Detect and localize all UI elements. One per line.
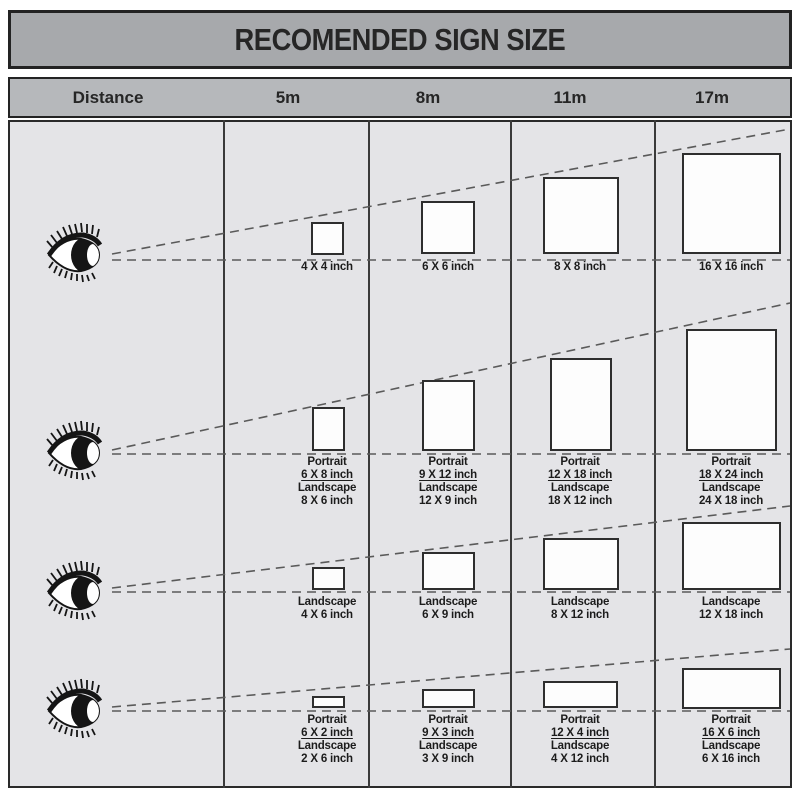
sign-rect	[422, 380, 475, 451]
portrait-size-text: 9 X 3 inch	[422, 727, 474, 739]
portrait-text: Portrait	[428, 456, 468, 468]
sign-rect	[686, 329, 777, 451]
landscape-size-text: 4 X 12 inch	[551, 753, 609, 765]
sign-size-label	[373, 596, 523, 622]
landscape-text: Landscape	[550, 482, 610, 494]
sign-rect	[682, 153, 781, 254]
landscape-text: Landscape	[297, 482, 357, 494]
sign-rect	[543, 538, 619, 590]
header-17m: 17m	[694, 87, 730, 107]
portrait-size-text: 12 X 18 inch	[547, 469, 613, 481]
landscape-text: Landscape	[418, 482, 478, 494]
eye-icon	[45, 677, 103, 739]
title-bar	[8, 10, 792, 69]
sign-size-label	[656, 714, 800, 766]
sign-rect	[312, 696, 345, 708]
sign-rect	[422, 552, 475, 590]
portrait-text: Portrait	[711, 714, 751, 726]
portrait-size-text: 9 X 12 inch	[419, 469, 477, 481]
landscape-size-text: 8 X 12 inch	[551, 609, 609, 621]
landscape-text: Landscape	[550, 596, 610, 608]
portrait-text: Portrait	[428, 714, 468, 726]
landscape-size-text: 18 X 12 inch	[547, 495, 613, 507]
eye-icon	[45, 419, 103, 481]
sign-rect	[422, 689, 475, 708]
header-5m: 5m	[275, 87, 301, 107]
sign-size-label	[373, 456, 523, 508]
portrait-size-text: 12 X 4 inch	[551, 727, 609, 739]
column-divider-1	[223, 120, 225, 788]
sign-size-label	[656, 261, 800, 274]
landscape-text: Landscape	[701, 482, 761, 494]
portrait-size-text: 6 X 8 inch	[301, 469, 353, 481]
sign-rect	[682, 522, 781, 590]
sign-size-label	[505, 456, 655, 508]
landscape-text: Landscape	[550, 740, 610, 752]
landscape-text: Landscape	[418, 596, 478, 608]
landscape-size-text: 2 X 6 inch	[301, 753, 353, 765]
landscape-size-text: 12 X 18 inch	[698, 609, 764, 621]
eye-icon	[45, 221, 103, 283]
table-area	[8, 120, 792, 788]
landscape-text: Landscape	[418, 740, 478, 752]
sign-size-label	[373, 261, 523, 274]
landscape-size-text: 3 X 9 inch	[422, 753, 474, 765]
landscape-size-text: 8 X 6 inch	[301, 495, 353, 507]
landscape-size-text: 6 X 16 inch	[702, 753, 760, 765]
portrait-size-text: 18 X 24 inch	[698, 469, 764, 481]
sign-size-label	[505, 714, 655, 766]
eye-icon	[45, 559, 103, 621]
page-title: RECOMENDED SIGN SIZE	[234, 21, 566, 57]
landscape-size-text: 4 X 6 inch	[301, 609, 353, 621]
landscape-text: Landscape	[701, 740, 761, 752]
landscape-text: Landscape	[297, 596, 357, 608]
size-text: 16 X 16 inch	[698, 261, 764, 273]
column-divider-2	[368, 120, 370, 788]
header-11m: 11m	[553, 87, 587, 107]
landscape-size-text: 24 X 18 inch	[698, 495, 764, 507]
sign-rect	[550, 358, 612, 451]
sign-rect	[312, 567, 345, 590]
portrait-size-text: 6 X 2 inch	[301, 727, 353, 739]
portrait-text: Portrait	[560, 456, 600, 468]
size-text: 4 X 4 inch	[301, 261, 353, 273]
sign-size-label	[373, 714, 523, 766]
sign-rect	[543, 681, 618, 708]
landscape-text: Landscape	[701, 596, 761, 608]
sign-rect	[421, 201, 475, 254]
size-text: 6 X 6 inch	[422, 261, 474, 273]
portrait-text: Portrait	[711, 456, 751, 468]
column-divider-4	[654, 120, 656, 788]
sign-size-label	[656, 456, 800, 508]
portrait-text: Portrait	[560, 714, 600, 726]
sign-rect	[543, 177, 619, 254]
landscape-size-text: 12 X 9 inch	[419, 495, 477, 507]
landscape-size-text: 6 X 9 inch	[422, 609, 474, 621]
header-distance: Distance	[72, 87, 144, 107]
sign-rect	[682, 668, 781, 709]
size-text: 8 X 8 inch	[554, 261, 606, 273]
sign-size-label	[505, 596, 655, 622]
portrait-text: Portrait	[307, 714, 347, 726]
header-8m: 8m	[415, 87, 441, 107]
sign-size-label	[656, 596, 800, 622]
sign-rect	[311, 222, 344, 255]
portrait-size-text: 16 X 6 inch	[702, 727, 760, 739]
column-divider-3	[510, 120, 512, 788]
sign-size-label	[505, 261, 655, 274]
landscape-text: Landscape	[297, 740, 357, 752]
portrait-text: Portrait	[307, 456, 347, 468]
sign-rect	[312, 407, 345, 451]
